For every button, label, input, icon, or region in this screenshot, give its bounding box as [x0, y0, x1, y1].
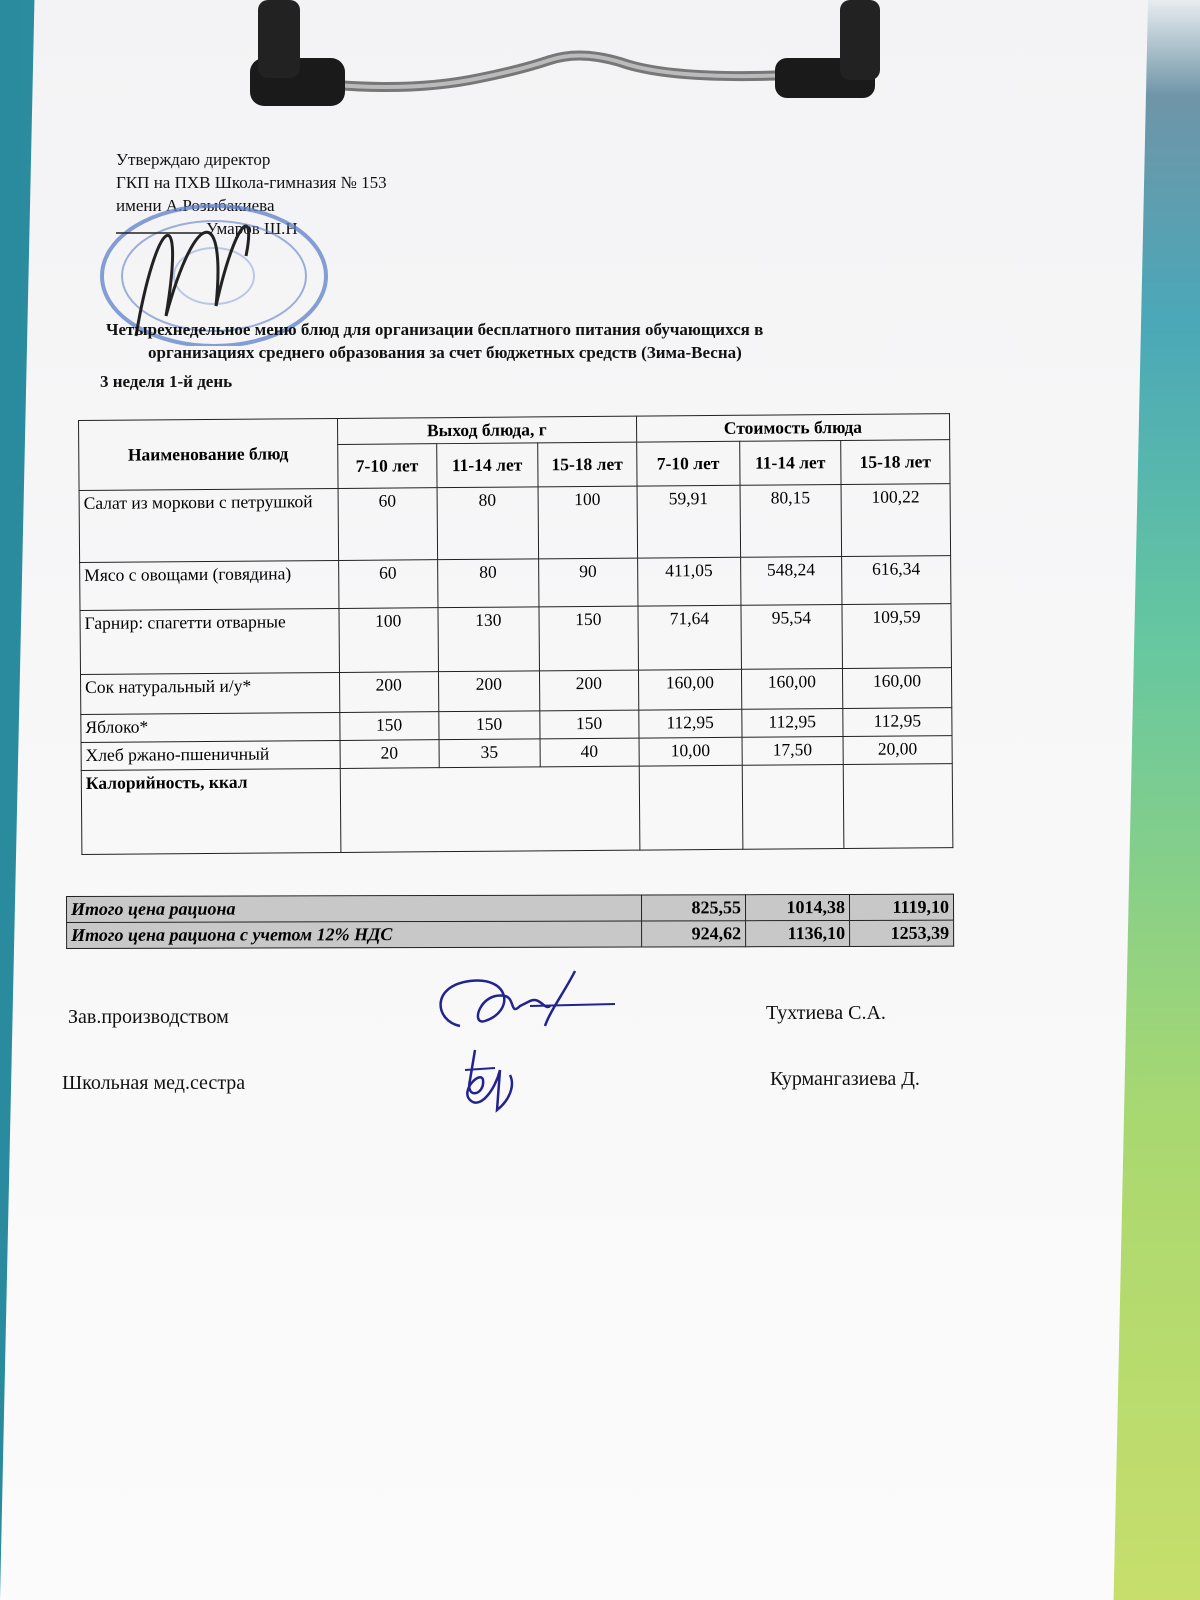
header-age: 11-14 лет: [436, 443, 537, 488]
header-age: 7-10 лет: [337, 444, 436, 489]
yield-cell: 40: [540, 738, 639, 767]
cost-cell: 100,22: [841, 484, 951, 557]
dish-name: Сок натуральный и/у*: [80, 672, 339, 714]
yield-cell: 80: [437, 559, 538, 608]
cost-cell: 160,00: [741, 669, 842, 710]
cost-cell: 112,95: [639, 709, 742, 738]
table-row: [80, 668, 951, 715]
calories-label: Калорийность, ккал: [81, 768, 340, 854]
yield-cell: 60: [338, 488, 438, 561]
calories-empty-cell: [742, 765, 844, 850]
cost-cell: 548,24: [740, 557, 841, 606]
header-age: 15-18 лет: [841, 440, 951, 485]
dish-name: Хлеб ржано-пшеничный: [81, 740, 340, 770]
totals-row: [67, 920, 954, 948]
cost-cell: 160,00: [842, 668, 951, 709]
header-age: 11-14 лет: [739, 441, 840, 486]
cost-cell: 112,95: [742, 709, 843, 738]
calories-empty-cell: [639, 765, 743, 850]
nurse-role: Школьная мед.сестра: [62, 1072, 246, 1094]
cost-cell: 71,64: [638, 605, 742, 670]
yield-cell: 60: [338, 560, 437, 609]
total-vat-label: Итого цена рациона с учетом 12% НДС: [67, 921, 642, 949]
yield-cell: 200: [438, 671, 539, 712]
production-head-role: Зав.производством: [68, 1006, 229, 1028]
cost-cell: 80,15: [740, 485, 842, 558]
cost-cell: 112,95: [843, 708, 952, 737]
header-age: 15-18 лет: [537, 442, 636, 487]
yield-cell: 100: [538, 486, 638, 559]
production-head-signature-icon: [430, 966, 630, 1046]
yield-cell: 150: [339, 712, 438, 741]
totals-row: [67, 894, 954, 922]
yield-cell: 130: [438, 607, 540, 672]
table-row: [79, 484, 951, 563]
document-title: [106, 318, 946, 364]
yield-cell: 100: [339, 608, 439, 673]
cost-cell: 616,34: [841, 556, 951, 605]
total-vat-value: 1136,10: [746, 920, 850, 946]
yield-cell: 90: [538, 558, 637, 607]
total-label: Итого цена рациона: [67, 895, 642, 923]
title-line-1: Четырехнедельное меню блюд для организации бесплатного питания обучающихся в: [106, 320, 764, 339]
approval-line-2: ГКП на ПХВ Школа-гимназия № 153: [116, 173, 387, 192]
dish-name: Яблоко*: [81, 712, 340, 742]
clipboard-clip-icon: [250, 0, 890, 110]
total-vat-value: 924,62: [642, 921, 746, 947]
yield-cell: 150: [540, 710, 639, 739]
production-head-name: Тухтиева С.А.: [766, 1002, 886, 1024]
table-row: [80, 556, 951, 611]
total-value: 825,55: [641, 895, 745, 921]
header-cost-group: Стоимость блюда: [636, 414, 949, 442]
approval-line-4: Умаров Ш.Н: [206, 219, 298, 238]
table-row: [80, 604, 951, 675]
cost-cell: 17,50: [742, 737, 843, 766]
cost-cell: 20,00: [843, 736, 952, 765]
nurse-signature-icon: [455, 1040, 525, 1120]
calories-row: [81, 764, 953, 855]
yield-cell: 80: [437, 487, 539, 560]
header-yield-group: Выход блюда, г: [337, 416, 636, 444]
total-vat-value: 1253,39: [850, 920, 954, 946]
total-value: 1119,10: [849, 894, 953, 920]
yield-cell: 200: [539, 670, 638, 711]
menu-table: [78, 413, 953, 855]
yield-cell: 35: [439, 739, 540, 768]
dish-name: Гарнир: спагетти отварные: [80, 608, 339, 674]
calories-empty-cell: [843, 764, 953, 849]
week-day-label: 3 неделя 1-й день: [100, 372, 233, 391]
header-age: 7-10 лет: [636, 441, 739, 486]
cost-cell: 411,05: [637, 557, 740, 606]
dish-name: Мясо с овощами (говядина): [80, 560, 339, 610]
cost-cell: 109,59: [842, 604, 952, 669]
cost-cell: 160,00: [638, 669, 741, 710]
totals-table: [66, 894, 954, 949]
yield-cell: 200: [339, 672, 438, 713]
cost-cell: 59,91: [637, 485, 741, 558]
cost-cell: 10,00: [639, 737, 742, 766]
title-line-2: организациях среднего образования за счет бюджетных средств (Зима-Весна): [148, 343, 742, 362]
dish-name: Салат из моркови с петрушкой: [79, 488, 338, 562]
cost-cell: 95,54: [741, 605, 843, 670]
approval-line-3: имени А.Розыбакиева: [116, 196, 275, 215]
calories-empty-cell: [340, 766, 640, 852]
yield-cell: 150: [438, 711, 539, 740]
yield-cell: 150: [539, 606, 639, 671]
header-dish-name: Наименование блюд: [79, 418, 338, 490]
yield-cell: 20: [340, 740, 439, 769]
approval-line-1: Утверждаю директор: [116, 150, 271, 169]
total-value: 1014,38: [745, 894, 849, 920]
nurse-name: Курмангазиева Д.: [770, 1068, 920, 1090]
